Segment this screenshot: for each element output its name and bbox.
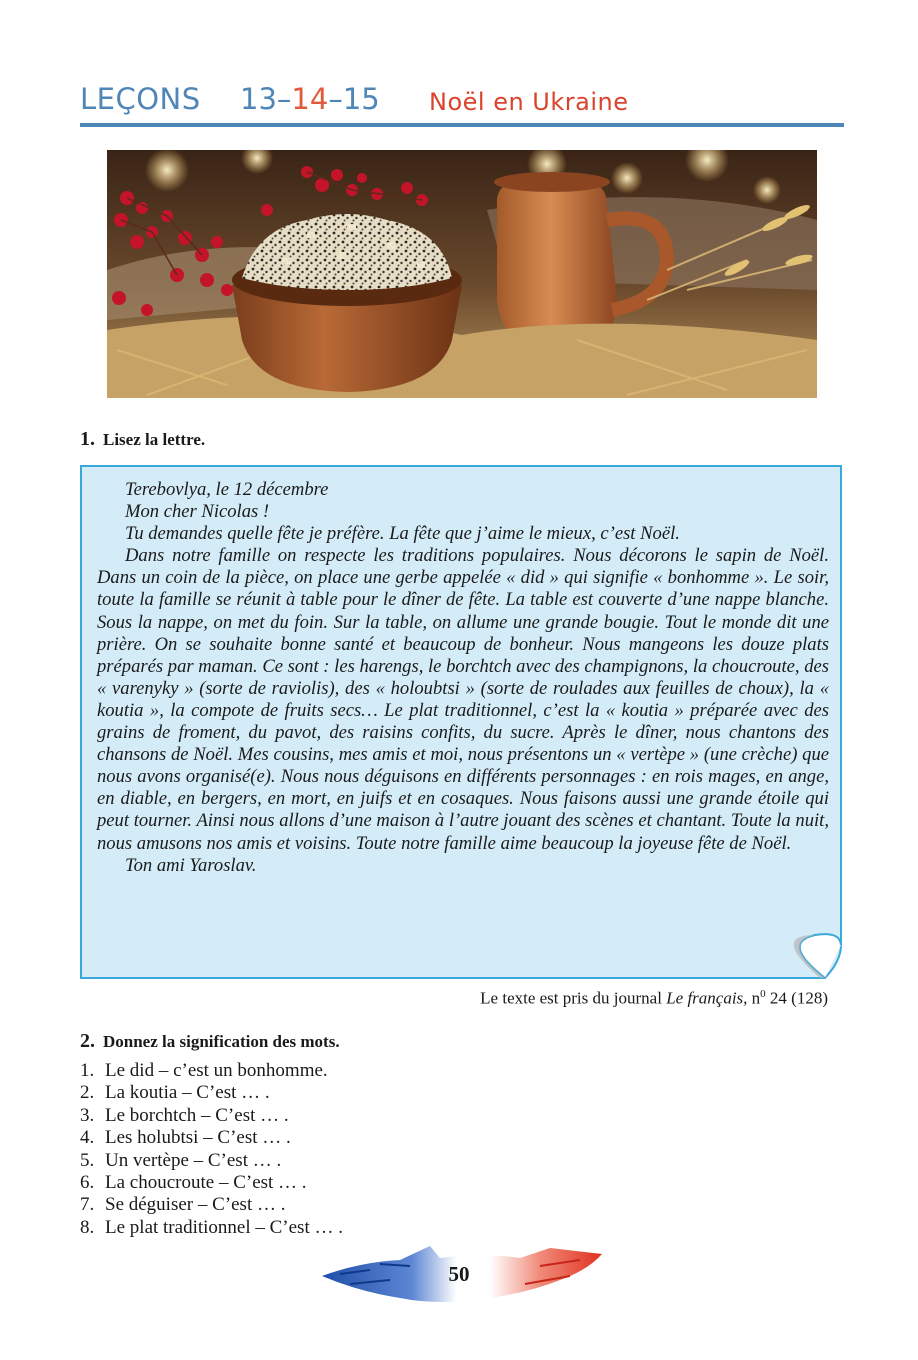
journal-name: Le français, [666,988,748,1008]
letter-paragraph-2: Dans notre famille on respecte les traditions populaires. Nous décorons le sapin de Noël. Dans un coin de la pièce, on place une gerbe appelée « did » qui signifie « bonhomme ». Le soir, toute la famille se réunit à table pour le dîner de fête. La table est couverte d’une nappe blanche. Sous la nappe, on met du foin. Sur la table, on allume une grande bougie. Tout le monde dit une prière. On se souhaite bonne santé et beaucoup de bonheur. Nous mangeons les douze plats préparés par maman. Ce sont : les harengs, le borchtch avec des champignons, la choucroute, des « varenyky » (sorte de raviolis), des « holoubtsi » (sorte de roulades aux feuilles de choux), la « koutia », la compote de fruits secs… Le plat traditionnel, c’est la « koutia » préparée avec des grains de froment, du pavot, des raisins confits, du sucre. Après le dîner, nous chantons des chansons de Noël. Mes cousins, mes amis et moi, nous présentons un « vertèpe » (une crèche) que nous avons organisé(e). Nous nous déguisons en différents personnages : en rois mages, en ange, en diable, en bergers, en mort, en juifs et en cosaques. Nous faisons aussi une grande étoile qui peut tourner. Ainsi nous allons d’une maison à l’autre jouant des scènes et chantant. Toute la nuit, nous amusons nos amis et voisins. Toute notre famille aime beaucoup la joyeuse fête de Noël. [97,545,829,854]
page-number: 50 [448,1262,470,1286]
exercise-2-instruction: Donnez la signification des mots. [103,1032,340,1051]
list-item: 3. Le borchtch – C’est … . [80,1104,289,1126]
header-rule [80,123,844,127]
exercise-1-title [80,428,205,451]
list-item: 2. La koutia – C’est … . [80,1082,270,1104]
letter-box [80,465,842,979]
exercise-2-number: 2. [80,1030,95,1052]
letter-greeting: Mon cher Nicolas ! [125,501,270,523]
letter-paragraph-1: Tu demandes quelle fête je préfère. La fête que j’aime le mieux, c’est Noël. [125,523,680,545]
exercise-2-title [80,1030,340,1053]
exercise-1-number: 1. [80,428,95,450]
letter-signoff: Ton ami Yaroslav. [125,854,257,876]
list-item: 7. Se déguiser – C’est … . [80,1194,286,1216]
koutia-photo [107,150,817,398]
letter-place-date: Terebovlya, le 12 décembre [125,479,329,500]
list-item: 6. La choucroute – C’est … . [80,1172,307,1194]
lesson-header [80,82,844,126]
list-item: 5. Un vertèpe – C’est … . [80,1149,282,1171]
list-item: 1. Le did – c’est un bonhomme. [80,1060,328,1081]
text-source: Le texte est pris du journal Le français, $n^0$ 24 (128) [480,988,828,1008]
list-item: 4. Les holubtsi – C’est … . [80,1127,291,1149]
lesson-title: Noël en Ukraine [429,88,629,116]
lessons-label: LEÇONS [80,82,201,116]
letter-text [97,479,829,877]
lesson-numbers: 13–14–15 [240,82,380,116]
exercise-1-instruction: Lisez la lettre. [103,430,206,449]
list-item: 8. Le plat traditionnel – C’est … . [80,1216,343,1238]
vocabulary-list [80,1060,343,1239]
